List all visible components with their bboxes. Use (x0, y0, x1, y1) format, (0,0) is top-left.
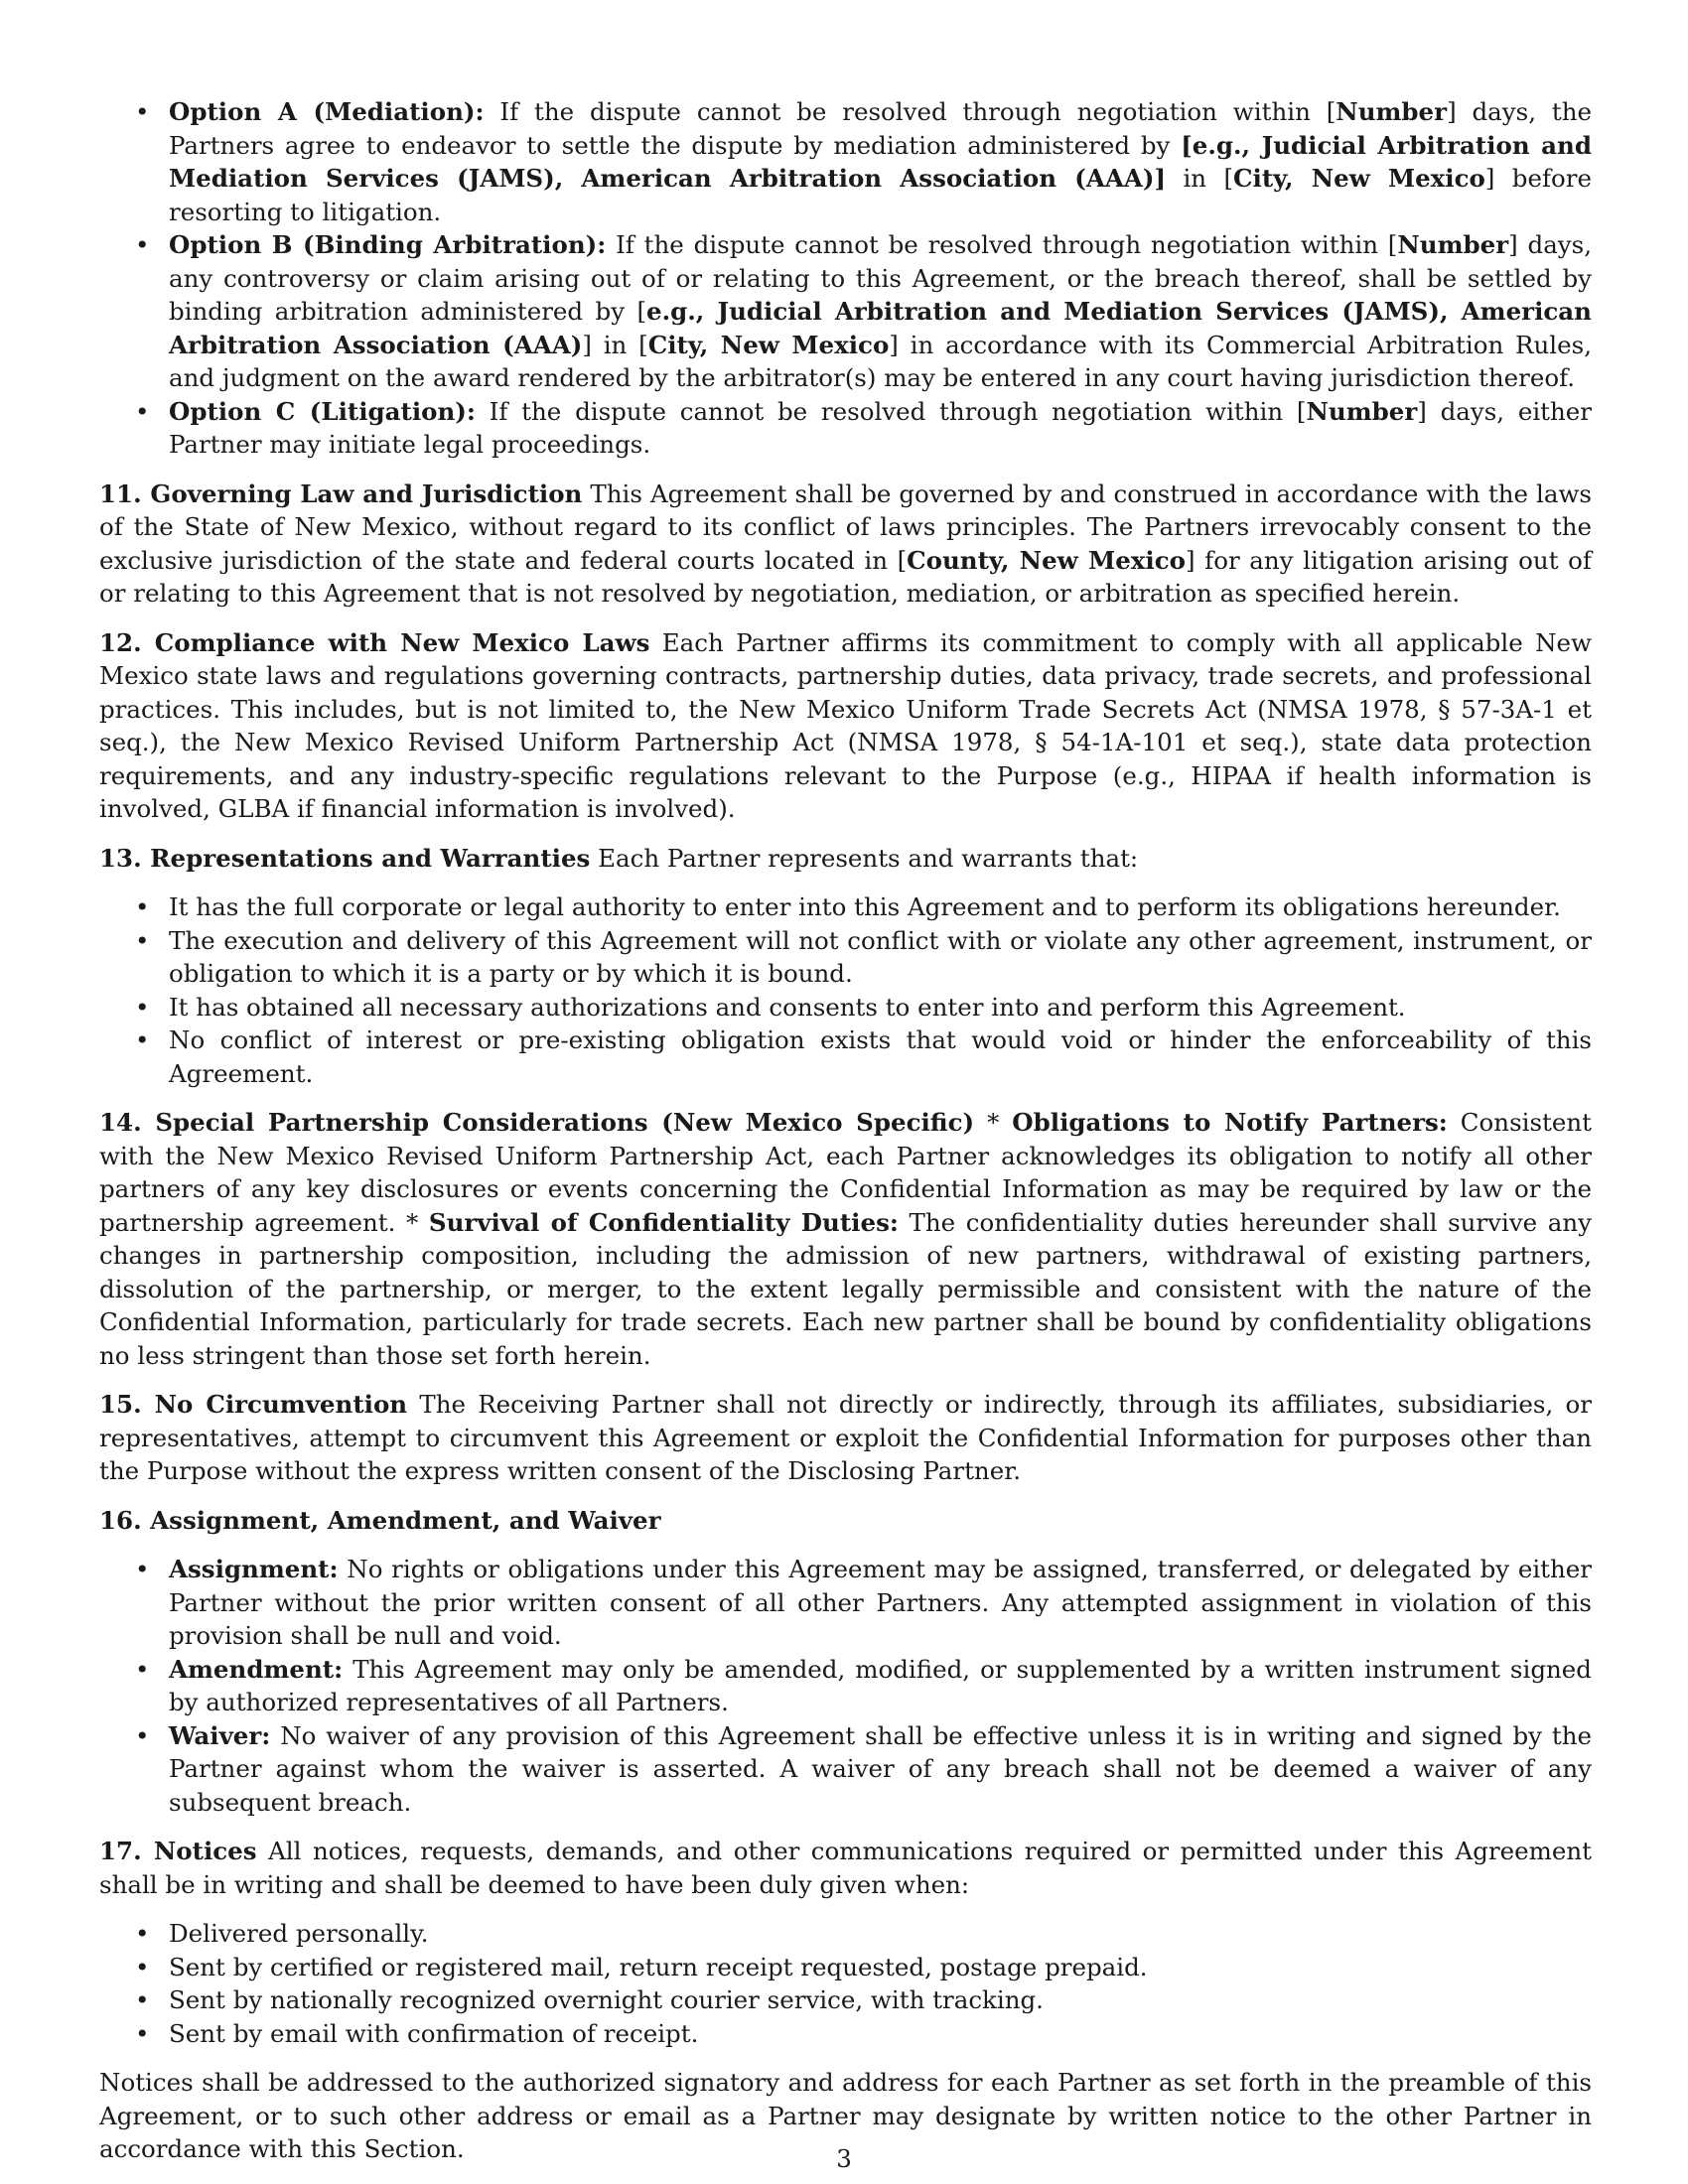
list-item: • It has the full corporate or legal authority to enter into this Agreement and to perform its obligations hereunder. (99, 890, 1592, 924)
section-17-heading: 17. Notices (99, 1837, 257, 1865)
list-item: • The execution and delivery of this Agreement will not conflict with or violate any other agreement, instrument, or obligation to which it is a party or by which it is bound. (135, 925, 1592, 988)
bullet-icon: • (135, 1919, 150, 1948)
list-item: • Sent by certified or registered mail, return receipt requested, postage prepaid. (99, 1951, 1592, 1984)
section-11: 11. Governing Law and Jurisdiction This Agreement shall be governed by and construed in accordance with the laws of the State of New Mexico, without regard to its conflict of laws principles. The Partners irrevocably consent to the exclusive jurisdiction of the state and federal courts located in [County, New Mexico] for any litigation arising out of or relating to this Agreement that is not resolved by negotiation, mediation, or arbitration as specified herein. (99, 478, 1593, 608)
bullet-icon: • (135, 992, 150, 1022)
bullet-icon: • (135, 1720, 150, 1750)
warranties-list (99, 890, 1592, 1090)
section-17: 17. Notices All notices, requests, demands, and other communications required or permitted under this Agreement shall be in writing and shall be deemed to have been duly given when: (99, 1837, 1592, 1899)
list-item-assignment: • Assignment: No rights or obligations under this Agreement may be assigned, transferred, or delegated by either Partner without the prior written consent of all other Partners. Any attempted assignment in violation of this provision shall be null and void. (135, 1555, 1592, 1650)
section-13-heading: 13. Representations and Warranties (99, 843, 591, 873)
list-item: • Sent by email with confirmation of receipt. (99, 2017, 1592, 2051)
section-15: 15. No Circumvention The Receiving Partner shall not directly or indirectly, through its affiliates, subsidiaries, or representatives, attempt to circumvent this Agreement or exploit the Confidential Information for purposes other than the Purpose without the express written consent of the Disclosing Partner. (99, 1390, 1592, 1485)
section-13: 13. Representations and Warranties Each Partner represents and warrants that: (99, 843, 1139, 873)
list-item-waiver: • Waiver: No waiver of any provision of this Agreement shall be effective unless it is in writing and signed by the Partner against whom the waiver is asserted. A waiver of any breach shall not be deemed a waiver of any subsequent breach. (135, 1720, 1592, 1817)
bullet-icon: • (135, 230, 150, 259)
bullet-icon: • (135, 1952, 150, 1981)
section-15-heading: 15. No Circumvention (99, 1390, 408, 1419)
dispute-options-list (99, 95, 1592, 462)
bullet-icon: • (135, 1654, 150, 1684)
section-16-heading: 16. Assignment, Amendment, and Waiver (99, 1505, 661, 1535)
list-item: • It has obtained all necessary authorizations and consents to enter into and perform this Agreement. (99, 991, 1592, 1024)
notices-closing-paragraph: Notices shall be addressed to the authorized signatory and address for each Partner as set forth in the preamble of this Agreement, or to such other address or email as a Partner may designate by written notice to the other Partner in accordance with this Section. (99, 2068, 1592, 2163)
list-item: • Sent by nationally recognized overnight courier service, with tracking. (99, 1983, 1592, 2017)
list-item: • Delivered personally. (99, 1917, 1592, 1951)
notices-list (99, 1917, 1592, 2050)
section-14: 14. Special Partnership Considerations (New Mexico Specific) * Obligations to Notify Partners: Consistent with the New Mexico Revised Uniform Partnership Act, each Partner acknowledges its obligation to notify all other partners of any key disclosures or events concerning the Confidential Information as may be required by law or the partnership agreement. * Survival of Confidentiality Duties: The confidentiality duties hereunder shall survive any changes in partnership composition, including the admission of new partners, withdrawal of existing partners, dissolution of the partnership, or merger, to the extent legally permissible and consistent with the nature of the Confidential Information, particularly for trade secrets. Each new partner shall be bound by confidentiality obligations no less stringent than those set forth herein. (99, 1108, 1593, 1370)
bullet-icon: • (135, 1025, 150, 1054)
list-item-option-a: • Option A (Mediation): If the dispute cannot be resolved through negotiation within [Number] days, the Partners agree to endeavor to settle the dispute by mediation administered by [e.g., Judicial Arbitration and Mediation Services (JAMS), American Arbitration Association (AAA)] in [City, New Mexico] before resorting to litigation. (135, 97, 1593, 226)
section-12-heading: 12. Compliance with New Mexico Laws (99, 627, 650, 657)
section-14-heading: 14. Special Partnership Considerations (New Mexico Specific) (99, 1108, 975, 1137)
bullet-icon: • (135, 2018, 150, 2048)
bullet-icon: • (135, 97, 150, 126)
document-page (99, 95, 1592, 2182)
list-item: • No conflict of interest or pre-existing obligation exists that would void or hinder the enforceability of this Agreement. (135, 1025, 1592, 1088)
bullet-icon: • (135, 892, 150, 921)
bullet-icon: • (135, 1555, 150, 1583)
assignment-list (99, 1553, 1592, 1819)
bullet-icon: • (135, 1985, 150, 2014)
section-11-heading: 11. Governing Law and Jurisdiction (99, 478, 583, 508)
bullet-icon: • (135, 396, 150, 426)
bullet-icon: • (135, 925, 150, 955)
section-16 (99, 1504, 1592, 1538)
list-item-amendment: • Amendment: This Agreement may only be amended, modified, or supplemented by a written instrument signed by authorized representatives of all Partners. (135, 1654, 1592, 1716)
section-12: 12. Compliance with New Mexico Laws Each Partner affirms its commitment to comply with all applicable New Mexico state laws and regulations governing contracts, partnership duties, data privacy, trade secrets, and professional practices. This includes, but is not limited to, the New Mexico Uniform Trade Secrets Act (NMSA 1978, § 57-3A-1 et seq.), the New Mexico Revised Uniform Partnership Act (NMSA 1978, § 54-1A-101 et seq.), state data protection requirements, and any industry-specific regulations relevant to the Purpose (e.g., HIPAA if health information is involved, GLBA if financial information is involved). (99, 627, 1592, 823)
page-number: 3 (836, 2144, 852, 2173)
list-item-option-b: • Option B (Binding Arbitration): If the dispute cannot be resolved through negotiation within [Number] days, any controversy or claim arising out of or relating to this Agreement, or the breach thereof, shall be settled by binding arbitration administered by [e.g., Judicial Arbitration and Mediation Services (JAMS), American Arbitration Association (AAA)] in [City, New Mexico] in accordance with its Commercial Arbitration Rules, and judgment on the award rendered by the arbitrator(s) may be entered in any court having jurisdiction thereof. (135, 230, 1593, 392)
list-item-option-c: • Option C (Litigation): If the dispute cannot be resolved through negotiation within [Number] days, either Partner may initiate legal proceedings. (135, 396, 1592, 459)
